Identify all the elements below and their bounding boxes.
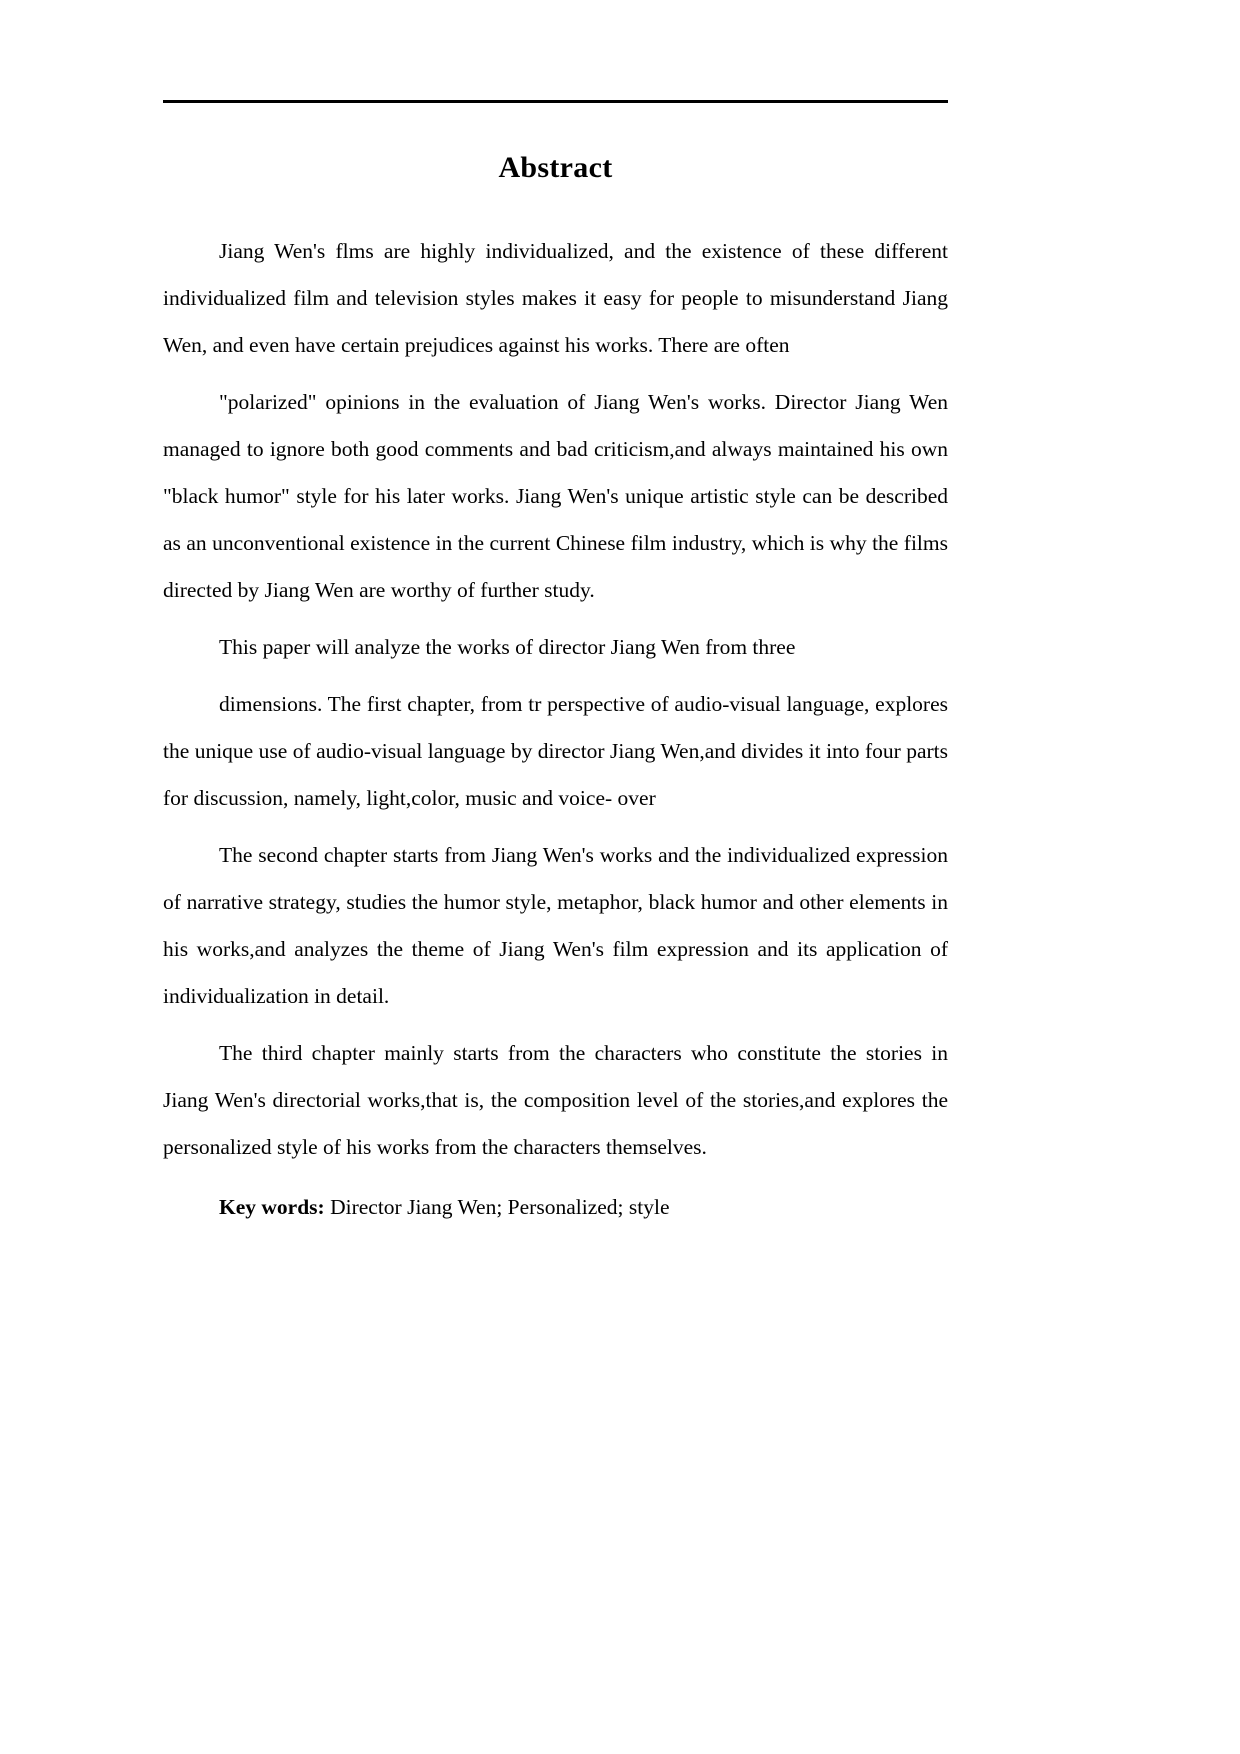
- keywords-value: Director Jiang Wen; Personalized; style: [330, 1195, 670, 1219]
- abstract-paragraph-4: dimensions. The first chapter, from tr perspective of audio-visual language, explores the unique use of audio-visual language by director Jiang Wen,and divides it into four parts for discussion, namely, light,color, music and voice- over: [163, 692, 948, 810]
- keywords-line: [163, 1184, 948, 1231]
- keywords-label: Key words: [219, 1195, 318, 1219]
- abstract-body: [163, 228, 948, 1231]
- abstract-paragraph-1: Jiang Wen's flms are highly individualized, and the existence of these different individualized film and television styles makes it easy for people to misunderstand Jiang Wen, and even have certain prejudices against his works. There are often: [163, 239, 948, 357]
- abstract-paragraph-5: The second chapter starts from Jiang Wen's works and the individualized expression of narrative strategy, studies the humor style, metaphor, black humor and other elements in his works,and analyzes the theme of Jiang Wen's film expression and its application of individualization in detail.: [163, 843, 948, 1008]
- header-divider-rule: [163, 100, 948, 103]
- page-title: Abstract: [498, 151, 613, 184]
- abstract-paragraph-2: "polarized" opinions in the evaluation of Jiang Wen's works. Director Jiang Wen managed to ignore both good comments and bad criticism,and always maintained his own "black humor" style for his later works. Jiang Wen's unique artistic style can be described as an unconventional existence in the current Chinese film industry, which is why the films directed by Jiang Wen are worthy of further study.: [163, 390, 948, 602]
- abstract-paragraph-3: This paper will analyze the works of director Jiang Wen from three: [219, 635, 796, 659]
- abstract-paragraph-6: The third chapter mainly starts from the characters who constitute the stories in Jiang Wen's directorial works,that is, the composition level of the stories,and explores the personalized style of his works from the characters themselves.: [163, 1041, 948, 1159]
- page-content: [163, 100, 948, 1231]
- keywords-separator: :: [317, 1195, 325, 1219]
